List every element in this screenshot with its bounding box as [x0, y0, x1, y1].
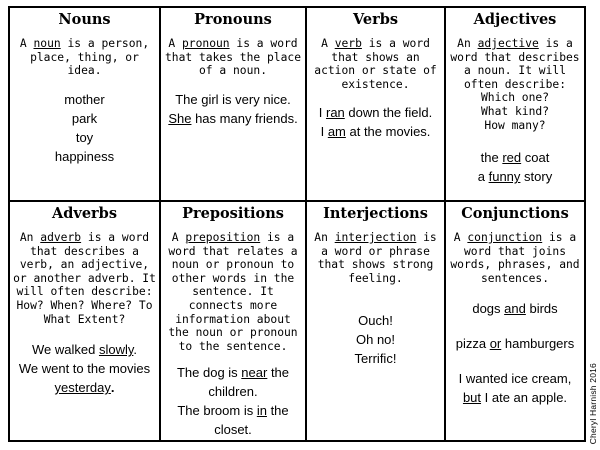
example-text: The girl is very nice.	[175, 91, 291, 107]
definition-prepositions	[164, 231, 302, 353]
definition-pronouns	[164, 37, 302, 78]
example-interjections-3: Terrific!	[354, 351, 397, 367]
question-adjectives-2: What kind?	[480, 104, 549, 118]
example-text: .	[133, 342, 138, 358]
def-text: An	[314, 231, 335, 244]
example-conjunctions-3	[449, 369, 581, 407]
example-text: hamburgers	[501, 336, 575, 352]
def-keyword: preposition	[185, 231, 261, 244]
question-adjectives-1: Which one?	[480, 91, 549, 105]
example-conjunctions-1	[449, 299, 581, 318]
example-nouns-3: toy	[75, 129, 94, 145]
example-prepositions-1	[164, 363, 302, 401]
example-underlined: or	[489, 336, 502, 352]
def-text: A	[453, 231, 468, 244]
def-text: is a word that relates a noun or pronoun to other words in the sentence. It connects more information about the noun or pronoun to the sentence.	[168, 231, 298, 353]
def-keyword: adjective	[477, 37, 539, 50]
def-text: A	[168, 37, 182, 50]
example-nouns-1: mother	[64, 91, 105, 107]
example-text: I wanted ice cream,	[458, 371, 572, 387]
def-text: is a person, place, thing, or idea.	[30, 37, 150, 78]
def-text: is a word that takes the place of a noun.	[164, 37, 302, 78]
definition-adjectives	[449, 37, 581, 91]
example-underlined: She	[168, 110, 192, 126]
title-conjunctions: Conjunctions	[461, 205, 569, 222]
example-text: I	[320, 124, 328, 140]
example-verbs-1	[310, 103, 441, 122]
def-text: A	[171, 231, 186, 244]
title-adjectives: Adjectives	[473, 11, 557, 28]
example-prepositions-2	[164, 401, 302, 439]
example-pronouns	[164, 90, 302, 128]
definition-nouns	[13, 37, 156, 78]
def-text: A	[19, 37, 34, 50]
def-keyword: conjunction	[467, 231, 543, 244]
example-conjunctions-2	[449, 334, 581, 353]
example-text: The dog is	[176, 365, 242, 381]
example-nouns-2: park	[71, 110, 98, 126]
example-text: story	[520, 169, 553, 185]
example-text: We went to the movies	[18, 361, 151, 377]
cell-nouns	[10, 8, 161, 202]
def-text: An	[19, 231, 41, 244]
example-interjections-1: Ouch!	[358, 313, 393, 329]
example-underlined: in	[256, 403, 267, 419]
example-adverbs-1	[13, 340, 156, 359]
def-keyword: pronoun	[181, 37, 230, 50]
title-prepositions: Prepositions	[182, 205, 284, 222]
def-text: is a word or phrase that shows strong feeling.	[317, 231, 437, 285]
example-text: the	[480, 150, 503, 166]
example-text: dogs	[472, 301, 505, 317]
cell-interjections	[307, 202, 446, 440]
question-adjectives-3: How many?	[484, 118, 546, 132]
example-text: I	[318, 105, 326, 121]
example-text: The broom is	[177, 403, 257, 419]
example-text: We walked	[31, 342, 99, 358]
title-interjections: Interjections	[323, 205, 428, 222]
def-text: is a word that shows an action or state of existence.	[314, 37, 437, 91]
example-text: the children.	[208, 365, 290, 400]
example-underlined: ran	[325, 105, 345, 121]
example-underlined: am	[327, 124, 346, 140]
def-text: is a word that joins words, phrases, and sentences.	[450, 231, 580, 285]
cell-adjectives	[446, 8, 584, 202]
def-keyword: noun	[33, 37, 61, 50]
example-verbs-2	[310, 122, 441, 141]
cell-conjunctions	[446, 202, 584, 440]
example-text: coat	[521, 150, 550, 166]
example-interjections-2: Oh no!	[355, 332, 396, 348]
example-adjectives-1	[449, 148, 581, 167]
example-text: pizza	[455, 336, 490, 352]
example-text: down the field.	[344, 105, 433, 121]
example-text: at the movies.	[345, 124, 431, 140]
cell-verbs	[307, 8, 446, 202]
example-underlined: red	[502, 150, 522, 166]
title-pronouns: Pronouns	[194, 11, 272, 28]
example-text: .	[110, 380, 115, 396]
parts-of-speech-chart	[8, 6, 586, 442]
cell-adverbs	[10, 202, 161, 440]
title-adverbs: Adverbs	[52, 205, 117, 222]
example-underlined: funny	[488, 169, 521, 185]
example-adverbs-2	[13, 359, 156, 397]
def-text: An	[457, 37, 478, 50]
title-nouns: Nouns	[58, 11, 111, 28]
def-text: is a word that describes a verb, an adjective, or another adverb. It will often describe: How? When? Where? To What Extent?	[13, 231, 156, 326]
def-keyword: adverb	[40, 231, 82, 244]
definition-interjections	[310, 231, 441, 285]
def-text: A	[321, 37, 335, 50]
definition-conjunctions	[449, 231, 581, 285]
example-underlined: yesterday	[54, 380, 111, 396]
def-keyword: interjection	[334, 231, 417, 244]
example-text: I ate an apple.	[481, 390, 568, 406]
example-underlined: near	[241, 365, 268, 381]
example-text: birds	[525, 301, 558, 317]
example-underlined: but	[462, 390, 482, 406]
example-underlined: and	[504, 301, 526, 317]
title-verbs: Verbs	[352, 11, 399, 28]
example-adjectives-2	[449, 167, 581, 186]
copyright-credit: Cheryl Harnish 2016	[588, 362, 598, 444]
definition-verbs	[310, 37, 441, 91]
def-keyword: verb	[334, 37, 362, 50]
example-text: a	[477, 169, 489, 185]
def-text: is a word that describes a noun. It will often describe:	[450, 37, 580, 91]
definition-adverbs	[13, 231, 156, 326]
example-nouns-4: happiness	[54, 148, 115, 164]
cell-pronouns	[161, 8, 307, 202]
cell-prepositions	[161, 202, 307, 440]
example-text: the closet.	[214, 403, 289, 438]
example-text: has many friends.	[195, 110, 298, 126]
example-underlined: slowly	[98, 342, 134, 358]
